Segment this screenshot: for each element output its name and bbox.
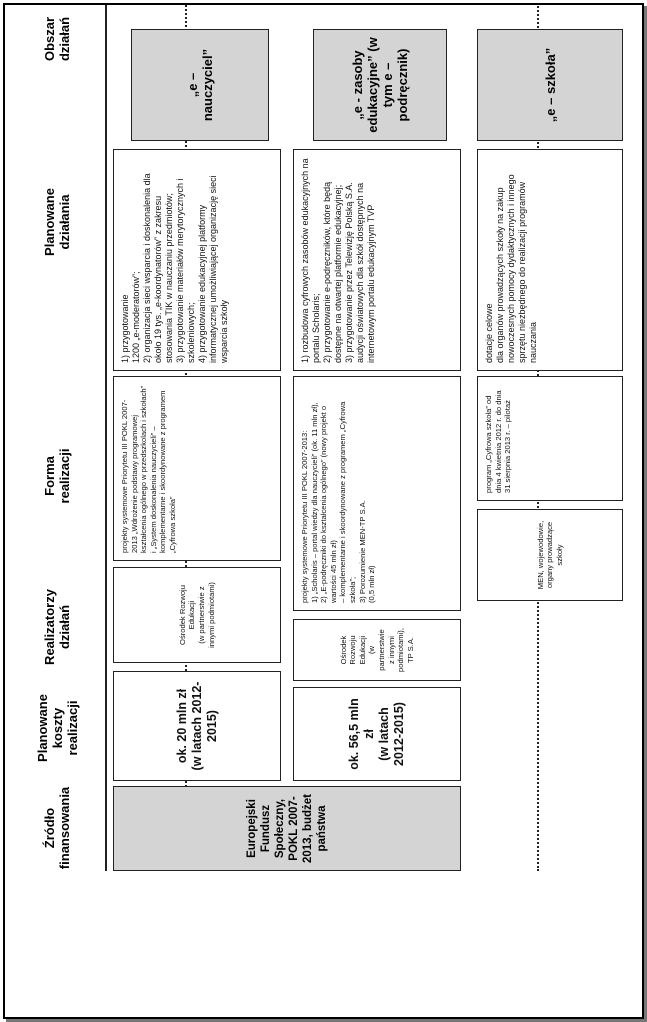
separator-solid-3	[105, 5, 107, 871]
col2-implementers: Ośrodek Rozwoju Edukacji (w partnerstwie z innymi podmiotami), TP S.A.	[293, 619, 461, 681]
row-label-planned: Planowane działania	[42, 188, 72, 256]
col3-form: program „Cyfrowa szkoła” od dnia 4 kwietnia 2012 r. do dnia 31 sierpnia 2013 r. – pilotaż	[477, 376, 623, 501]
col3-implementers: MEN, wojewodowie, organy prowadzące szkoły	[477, 509, 623, 601]
row-label-implementers: Realizatorzy działań	[42, 589, 72, 665]
col1-form: projekty systemowe Priorytetu III POKL 2007-2013 „Wdrożenie podstawy programowej kształcenia ogólnego w przedszkolach i szkołach” i „System doskonalenia nauczycieli” – komplementarne i skoordynowane z programem „Cyfrowa szkoła”	[113, 376, 281, 561]
rotated-table	[5, 5, 646, 1021]
col2-planned: 1) rozbudowa cyfrowych zasobów edukacyjnych na portalu Scholaris; 2) przygotowanie e-podręczników, które będą dostępne na otwartej platformie edukacyjnej; 3) przygotowanie przez Telewizję Polską S.A. audycji oświatowych dla szkół dostępnych na internetowym portalu edukacyjnym TVP	[293, 149, 461, 371]
col2-cost: ok. 56,5 mln zł (w latach 2012-2015)	[293, 687, 461, 781]
row-label-costs: Planowane koszty realizacji	[34, 694, 80, 762]
col2-form: projekty systemowe Priorytetu III POKL 2007-2013: 1) „Scholaris – portal wiedzy dla nauczycieli” (ok. 11 mln zł), 2) „E-podręczniki do kształcenia ogólnego” (nowy projekt o wartości 45 mln zł) – komplementarne i skoordynowane z programem „Cyfrowa szkoła”; 3) Porozumienie MEN-TP S.A. (0,5 mln zł)	[293, 376, 461, 611]
funding-cols-1-2: Europejski Fundusz Społeczny, POKL 2007-2013, budżet państwa	[113, 786, 461, 871]
document-page	[3, 3, 644, 1019]
col3-planned: dotacje celowe dla organów prowadzących szkoły na zakup nowoczesnych pomocy dydaktycznych i innego sprzętu niezbędnego do realizacji programów nauczania	[477, 149, 623, 371]
col1-cost: ok. 20 mln zł (w latach 2012-2015)	[113, 671, 281, 781]
row-label-funding: Źródło finansowania	[42, 786, 72, 870]
col2-header: „e - zasoby edukacyjne” (w tym e – podręcznik)	[313, 29, 447, 141]
col1-implementers: Ośrodek Rozwoju Edukacji (w partnerstwie z innymi podmiotami)	[113, 567, 281, 663]
col3-header: „e – szkoła”	[477, 29, 623, 141]
col1-header: „e – nauczyciel”	[131, 29, 269, 141]
row-label-area: Obszar działań	[42, 16, 72, 62]
col1-planned: 1) przygotowanie 1200 „e-moderatorów”; 2) organizacja sieci wsparcia i doskonalenia dla około 19 tys. „e-koordynatorów” z zakresu stosowania TIK w nauczaniu przedmiotów; 3) przygotowanie materiałów merytorycznych i szkoleniowych; 4) przygotowanie edukacyjnej platformy informatycznej umożliwiającej organizację sieci wsparcia szkoły	[113, 149, 281, 371]
row-label-form: Forma realizacji	[42, 448, 72, 504]
